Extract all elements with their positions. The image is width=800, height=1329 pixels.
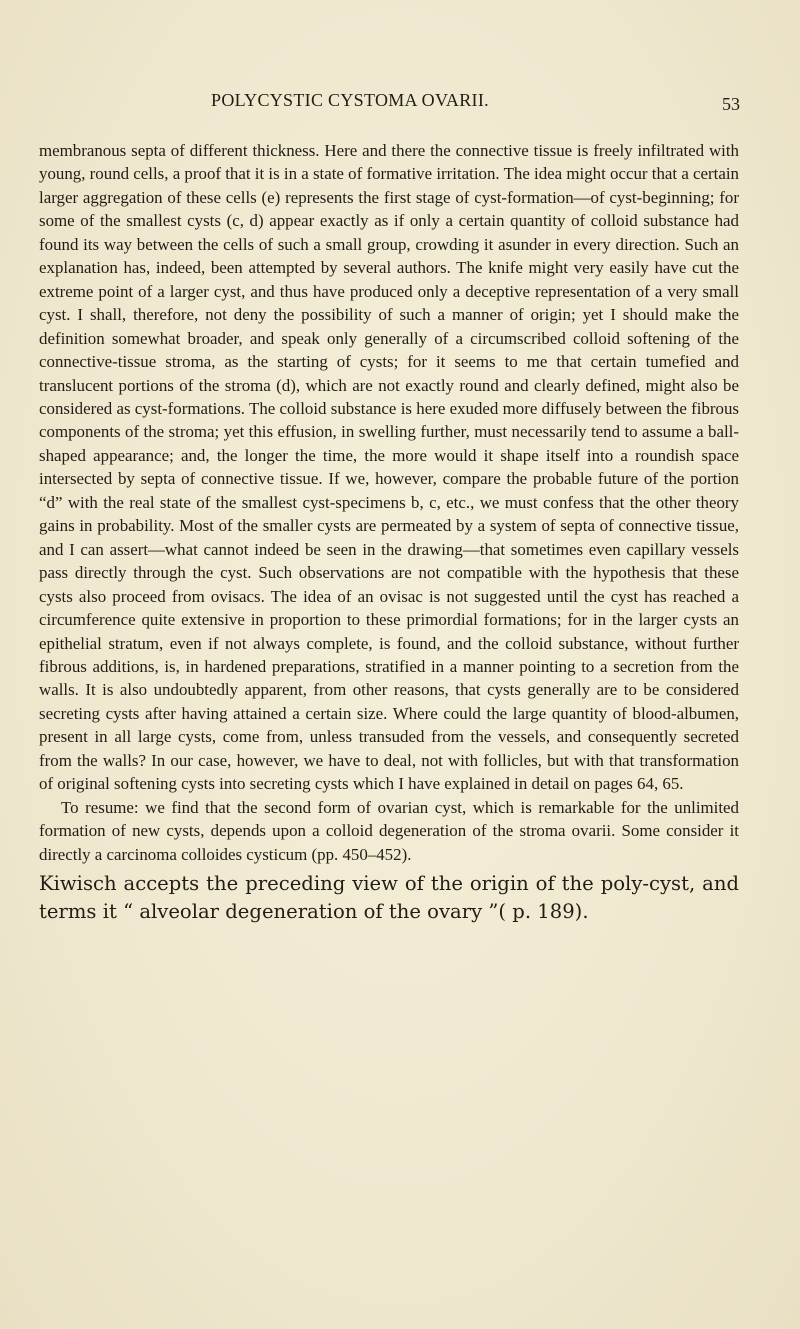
running-title: POLYCYSTIC CYSTOMA OVARII. xyxy=(211,90,489,110)
paragraph-resume: To resume: we find that the second form of ovarian cyst, which is remarkable for the unlimited formation of new cysts, depends upon a colloid degeneration of the stroma ovarii. Some consider it directly a carcinoma colloides cysticum (pp. 450–452). xyxy=(39,797,739,864)
body-text xyxy=(39,139,739,926)
handwritten-note: Kiwisch accepts the preceding view of the origin of the poly-cyst, and terms it “ alveolar degeneration of the ovary ”( p. 189). xyxy=(39,872,739,924)
page-number: 53 xyxy=(722,94,740,114)
running-head xyxy=(40,90,740,116)
paragraph-continuation: membranous septa of different thickness. Here and there the connective tissue is freely infiltrated with young, round cells, a proof that it is in a state of formative irritation. The idea might occur that a certain larger aggregation of these cells (e) represents the first stage of cyst-formation—of cyst-beginning; for some of the smallest cysts (c, d) appear exactly as if only a certain quantity of colloid substance had found its way between the cells of such a small group, crowding it asunder in every direction. Such an explanation has, indeed, been attempted by several authors. The knife might very easily have cut the extreme point of a larger cyst, and thus have produced only a deceptive representation of a very small cyst. I shall, therefore, not deny the possibility of such a manner of origin; yet I should make the definition somewhat broader, and speak only generally of a circumscribed colloid softening of the connective-tissue stroma, as the starting of cysts; for it seems to me that certain tumefied and translucent portions of the stroma (d), which are not exactly round and clearly defined, might also be considered as cyst-formations. The colloid substance is here exuded more diffusely between the fibrous components of the stroma; yet this effusion, in swelling further, must necessarily tend to assume a ball-shaped appearance; and, the longer the time, the more would it shape itself into a roundish space intersected by septa of connective tissue. If we, however, compare the probable future of the portion “d” with the real state of the smallest cyst-specimens b, c, etc., we must confess that the other theory gains in probability. Most of the smaller cysts are permeated by a system of septa of connective tissue, and I can assert—what cannot indeed be seen in the drawing—that sometimes even capillary vessels pass directly through the cyst. Such observations are not compatible with the hypothesis that these cysts also proceed from ovisacs. The idea of an ovisac is not suggested until the cyst has reached a circumference quite extensive in proportion to these primordial formations; for in the larger cysts an epithelial stratum, even if not always complete, is found, and the colloid substance, without further fibrous additions, is, in hardened preparations, stratified in a manner pointing to a secretion from the walls. It is also undoubtedly apparent, from other reasons, that cysts generally are to be considered secreting cysts after having attained a certain size. Where could the large quantity of blood-albumen, present in all large cysts, come from, unless transuded from the vessels, and consequently secreted from the walls? In our case, however, we have to deal, not with follicles, but with that transformation of original softening cysts into secreting cysts which I have explained in detail on pages 64, 65. xyxy=(39,141,739,794)
